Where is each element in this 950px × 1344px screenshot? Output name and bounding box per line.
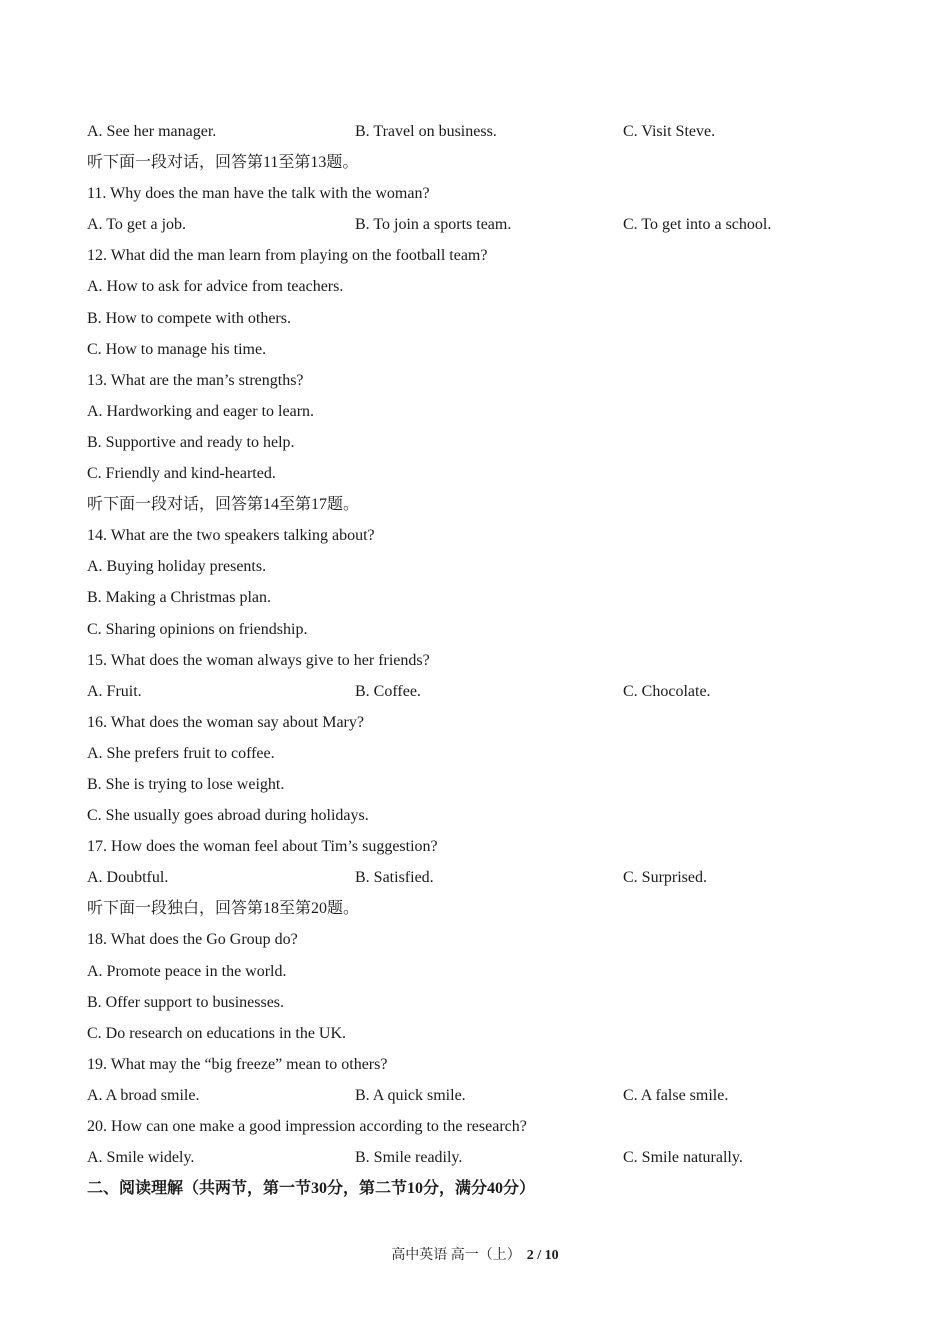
text-line: A. Promote peace in the world. [87, 962, 287, 980]
text-line: 18. What does the Go Group do? [87, 931, 298, 949]
option-a: A. Smile widely. [87, 1149, 195, 1167]
option-a: A. To get a job. [87, 216, 187, 234]
text-line: A. Buying holiday presents. [87, 558, 267, 576]
text-line: 17. How does the woman feel about Tim’s suggestion? [87, 838, 438, 856]
option-row [87, 1142, 887, 1173]
text-line: B. Offer support to businesses. [87, 993, 285, 1011]
text-line: 听下面一段对话，回答第11至第13题。 [87, 154, 359, 172]
option-a: A. See her manager. [87, 123, 217, 140]
text-line: 听下面一段对话，回答第14至第17题。 [87, 496, 360, 514]
page-number: 2 / 10 [526, 1248, 559, 1263]
text-line: A. How to ask for advice from teachers. [87, 278, 344, 296]
section-heading: 二、阅读理解（共两节，第一节30分，第二节10分，满分40分） [87, 1180, 536, 1198]
text-line: 听下面一段独白，回答第18至第20题。 [87, 900, 360, 918]
option-a: A. Fruit. [87, 682, 142, 700]
option-c: C. Smile naturally. [623, 1149, 743, 1167]
option-c: C. Chocolate. [623, 682, 711, 700]
option-row [87, 116, 887, 147]
option-row [87, 862, 887, 893]
option-b: B. Satisfied. [355, 869, 434, 887]
text-line: 13. What are the man’s strengths? [87, 371, 304, 389]
option-c: C. Surprised. [623, 869, 707, 887]
text-line: C. Do research on educations in the UK. [87, 1024, 347, 1042]
option-c: C. To get into a school. [623, 216, 772, 234]
text-line: 12. What did the man learn from playing on the football team? [87, 247, 488, 265]
text-line: C. She usually goes abroad during holidays. [87, 807, 369, 825]
text-line: 16. What does the woman say about Mary? [87, 713, 364, 731]
text-line: A. She prefers fruit to coffee. [87, 744, 275, 762]
option-b: B. A quick smile. [355, 1086, 466, 1104]
option-row [87, 209, 887, 240]
text-line: C. Sharing opinions on friendship. [87, 620, 308, 638]
question-list [87, 116, 887, 1204]
text-line: C. How to manage his time. [87, 340, 267, 358]
text-line: 15. What does the woman always give to her friends? [87, 651, 430, 669]
option-c: C. Visit Steve. [623, 123, 716, 140]
text-line: B. How to compete with others. [87, 309, 291, 327]
option-row [87, 1080, 887, 1111]
option-b: B. Smile readily. [355, 1149, 463, 1167]
option-a: A. A broad smile. [87, 1086, 200, 1104]
footer-label: 高中英语 高一（上） [391, 1248, 521, 1263]
text-line: B. She is trying to lose weight. [87, 775, 285, 793]
text-line: A. Hardworking and eager to learn. [87, 402, 315, 420]
text-line: B. Making a Christmas plan. [87, 589, 271, 607]
text-line: C. Friendly and kind-hearted. [87, 465, 276, 483]
text-line: 19. What may the “big freeze” mean to others? [87, 1055, 388, 1073]
option-b: B. To join a sports team. [355, 216, 512, 234]
text-line: 20. How can one make a good impression according to the research? [87, 1118, 527, 1135]
text-line: 11. Why does the man have the talk with the woman? [87, 185, 430, 203]
text-line: B. Supportive and ready to help. [87, 433, 295, 451]
option-c: C. A false smile. [623, 1086, 729, 1104]
option-a: A. Doubtful. [87, 869, 169, 887]
option-b: B. Coffee. [355, 682, 421, 700]
option-row [87, 676, 887, 707]
text-line: 14. What are the two speakers talking about? [87, 527, 375, 545]
page-footer [0, 1244, 950, 1268]
option-b: B. Travel on business. [355, 123, 497, 140]
